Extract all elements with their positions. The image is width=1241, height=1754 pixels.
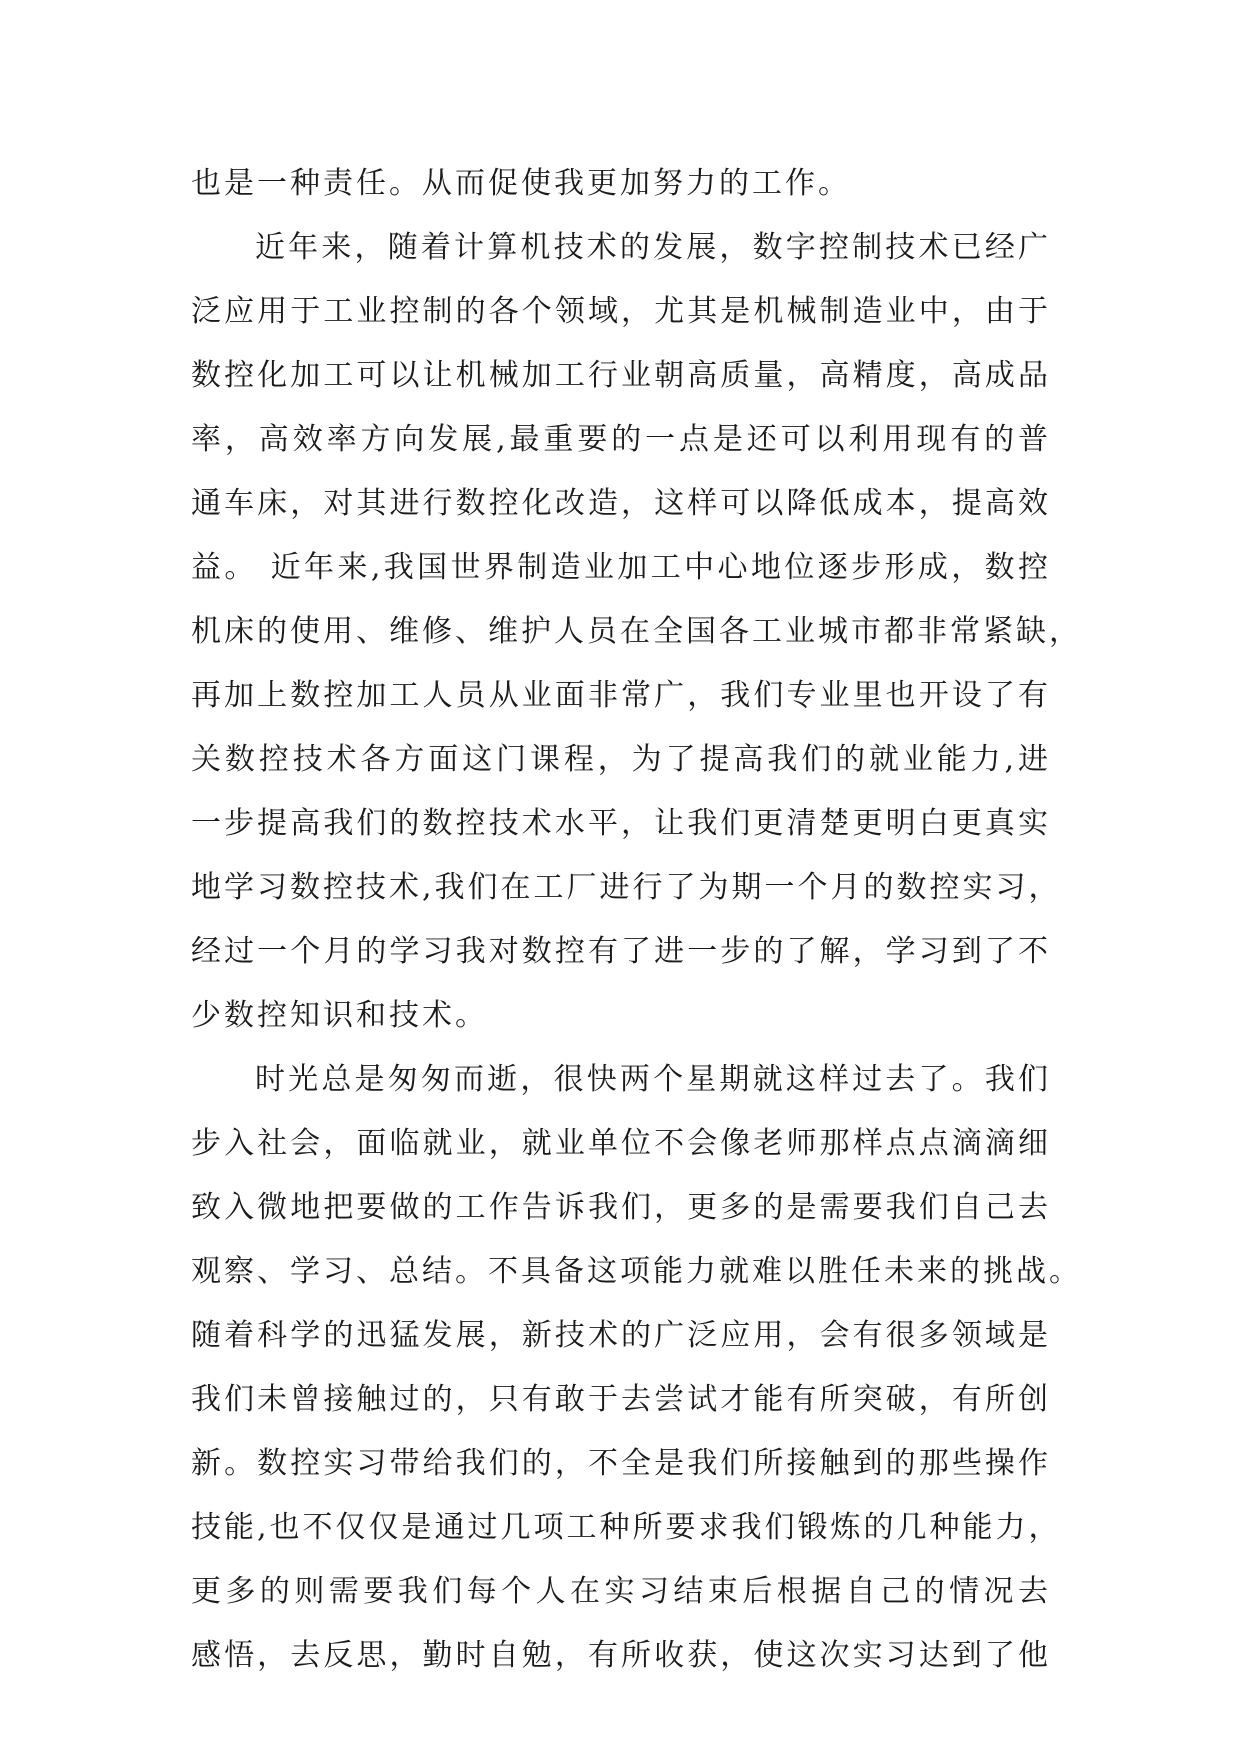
text-line: 致入微地把要做的工作告诉我们，更多的是需要我们自己去: [191, 1190, 1051, 1225]
text-line: 随着科学的迅猛发展，新技术的广泛应用，会有很多领域是: [191, 1318, 1051, 1353]
text-line: 少数控知识和技术。: [191, 998, 488, 1033]
text-line: 一步提高我们的数控技术水平，让我们更清楚更明白更真实: [191, 806, 1051, 841]
text-line: 技能,也不仅仅是通过几项工种所要求我们锻炼的几种能力，: [191, 1510, 1062, 1545]
text-line: 步入社会，面临就业，就业单位不会像老师那样点点滴滴细: [191, 1126, 1051, 1161]
text-line: 地学习数控技术,我们在工厂进行了为期一个月的数控实习，: [191, 870, 1062, 905]
text-line: 感悟，去反思，勤时自勉，有所收获，使这次实习达到了他: [191, 1638, 1051, 1673]
text-line: 通车床，对其进行数控化改造，这样可以降低成本，提高效: [191, 486, 1051, 521]
body-text: [191, 152, 1082, 1688]
text-line: 再加上数控加工人员从业面非常广，我们专业里也开设了有: [191, 678, 1051, 713]
text-line: 观察、学习、总结。不具备这项能力就难以胜任未来的挑战。: [191, 1254, 1082, 1289]
text-line: 我们未曾接触过的，只有敢于去尝试才能有所突破，有所创: [191, 1382, 1051, 1417]
text-line: 新。数控实习带给我们的，不全是我们所接触到的那些操作: [191, 1446, 1051, 1481]
text-line: 关数控技术各方面这门课程，为了提高我们的就业能力,进: [191, 742, 1051, 777]
text-line: 率，高效率方向发展,最重要的一点是还可以利用现有的普: [191, 422, 1051, 457]
text-line: 更多的则需要我们每个人在实习结束后根据自己的情况去: [191, 1574, 1051, 1609]
text-line: 经过一个月的学习我对数控有了进一步的了解，学习到了不: [191, 934, 1051, 969]
text-line: 机床的使用、维修、维护人员在全国各工业城市都非常紧缺，: [191, 614, 1082, 649]
text-line: 益。 近年来,我国世界制造业加工中心地位逐步形成，数控: [191, 550, 1051, 585]
text-line: 也是一种责任。从而促使我更加努力的工作。: [191, 166, 851, 201]
paragraph-start-line: 近年来，随着计算机技术的发展，数字控制技术已经广: [255, 230, 1051, 265]
text-line: 数控化加工可以让机械加工行业朝高质量，高精度，高成品: [191, 358, 1051, 393]
text-line: 泛应用于工业控制的各个领域，尤其是机械制造业中，由于: [191, 294, 1051, 329]
paragraph-start-line: 时光总是匆匆而逝，很快两个星期就这样过去了。我们: [255, 1062, 1051, 1097]
